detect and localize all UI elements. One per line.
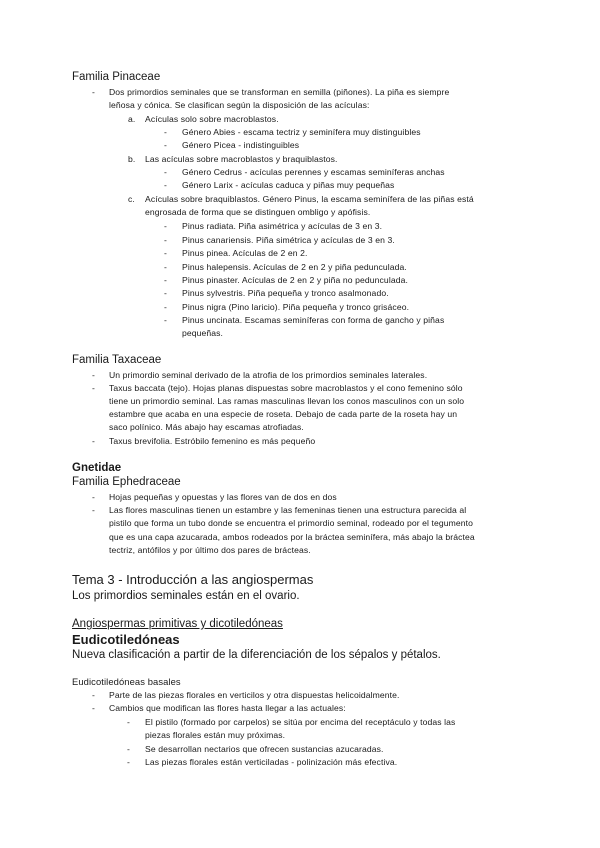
taxaceae-item1: Un primordio seminal derivado de la atrofia de los primordios seminales laterales. [109,370,428,380]
basales-sub3: Las piezas florales están verticiladas - polinización más efectiva. [145,757,398,767]
bullet-dash: - [164,221,167,231]
taxaceae-item2-line: saco polínico. Más abajo hay escamas atrofiadas. [109,422,304,432]
bullet-dash: - [127,757,130,767]
bullet-dash: - [164,248,167,258]
ephedraceae-item2-line: que es una capa azucarada, ambos rodeados por la bráctea seminífera, más abajo la bráctea [109,532,475,542]
taxaceae-item2-line: estambre que acaba en una especie de roseta. Debajo de cada parte de la roseta hay un [109,409,458,419]
bullet-dash: - [92,370,95,380]
pinaceae-b-sub-1: Género Larix - acículas caduca y piñas muy pequeñas [182,180,395,190]
bullet-dash: - [92,505,95,515]
tema3-subtitle: Los primordios seminales están en el ovario. [72,590,300,602]
basales-item2: Cambios que modifican las flores hasta llegar a las actuales: [109,703,346,713]
basales-sub1-line2: piezas florales están muy próximas. [145,730,286,740]
bullet-dash: - [92,703,95,713]
eudicotiledoneas-title: Eudicotiledóneas [72,632,180,647]
bullet-dash: - [164,262,167,272]
pinaceae-title: Familia Pinaceae [72,71,161,83]
pinus-item: Pinus halepensis. Acículas de 2 en 2 y piña pedunculada. [182,262,407,272]
bullet-dash: - [164,167,167,177]
pinaceae-c-line1: Acículas sobre braquiblastos. Género Pinus, la escama seminífera de las piñas está [145,194,474,204]
pinaceae-item1-line2: leñosa y cónica. Se clasifican según la disposición de las acículas: [109,100,370,110]
taxaceae-item3: Taxus brevifolia. Estróbilo femenino es más pequeño [109,436,316,446]
bullet-dash: - [164,288,167,298]
pinaceae-a-text: Acículas solo sobre macroblastos. [145,114,279,124]
bullet-dash: - [127,744,130,754]
basales-sub1-line1: El pistilo (formado por carpelos) se sitúa por encima del receptáculo y todas las [145,717,456,727]
list-label-a: a. [128,114,136,124]
bullet-dash: - [164,127,167,137]
taxaceae-item2-line: Taxus baccata (tejo). Hojas planas dispuestas sobre macroblastos y el cono femenino sólo [109,383,463,393]
bullet-dash: - [92,87,95,97]
pinus-item: Pinus pinaster. Acículas de 2 en 2 y piña no pedunculada. [182,275,408,285]
list-label-c: c. [128,194,135,204]
gnetidae-title: Gnetidae [72,462,122,474]
bullet-dash: - [92,492,95,502]
bullet-dash: - [92,436,95,446]
pinus-item: Pinus radiata. Piña asimétrica y acículas de 3 en 3. [182,221,383,231]
pinus-item: Pinus sylvestris. Piña pequeña y tronco asalmonado. [182,288,389,298]
pinaceae-b-sub-0: Género Cedrus - acículas perennes y escamas seminíferas anchas [182,167,445,177]
bullet-dash: - [164,275,167,285]
bullet-dash: - [164,180,167,190]
bullet-dash: - [164,315,167,325]
ephedraceae-item1: Hojas pequeñas y opuestas y las flores van de dos en dos [109,492,337,502]
pinus-item: Pinus nigra (Pino laricio). Piña pequeña y tronco grisáceo. [182,302,410,312]
ephedraceae-item2-line: pistilo que forma un tubo donde se encuentra el primordio seminal, rodeado por el tegumento [109,518,474,528]
bullet-dash: - [164,140,167,150]
bullet-dash: - [92,690,95,700]
ephedraceae-item2-line: tectriz, antófilos y por último dos pares de brácteas. [109,545,311,555]
pinus-item: Pinus pinea. Acículas de 2 en 2. [182,248,308,258]
taxaceae-title: Familia Taxaceae [72,354,162,366]
pinus-item-continuation: pequeñas. [182,328,224,338]
ephedraceae-title: Familia Ephedraceae [72,476,181,488]
tema3-title: Tema 3 - Introducción a las angiospermas [72,572,314,587]
pinus-item: Pinus canariensis. Piña simétrica y acículas de 3 en 3. [182,235,395,245]
basales-title: Eudicotiledóneas basales [72,676,181,687]
bullet-dash: - [127,717,130,727]
basales-sub2: Se desarrollan nectarios que ofrecen sustancias azucaradas. [145,744,384,754]
pinaceae-b-text: Las acículas sobre macroblastos y braquiblastos. [145,154,338,164]
basales-item1: Parte de las piezas florales en verticilos y otra dispuestas helicoidalmente. [109,690,400,700]
pinaceae-c-line2: engrosada de forma que se distinguen ombligo y apófisis. [145,207,371,217]
pinaceae-a-sub-0: Género Abies - escama tectriz y seminífera muy distinguibles [182,127,421,137]
bullet-dash: - [164,302,167,312]
eudicotiledoneas-desc: Nueva clasificación a partir de la diferenciación de los sépalos y pétalos. [72,649,441,661]
angiospermas-heading: Angiospermas primitivas y dicotiledóneas [72,618,283,630]
list-label-b: b. [128,154,136,164]
pinus-item: Pinus uncinata. Escamas seminíferas con forma de gancho y piñas [182,315,445,325]
bullet-dash: - [164,235,167,245]
taxaceae-item2-line: tiene un primordio seminal. Las ramas masculinas llevan los conos masculinos con un solo [109,396,465,406]
bullet-dash: - [92,383,95,393]
ephedraceae-item2-line: Las flores masculinas tienen un estambre y las femeninas tienen una estructura parecida al [109,505,467,515]
pinaceae-a-sub-1: Género Picea - indistinguibles [182,140,300,150]
pinaceae-item1-line1: Dos primordios seminales que se transforman en semilla (piñones). La piña es siempre [109,87,450,97]
